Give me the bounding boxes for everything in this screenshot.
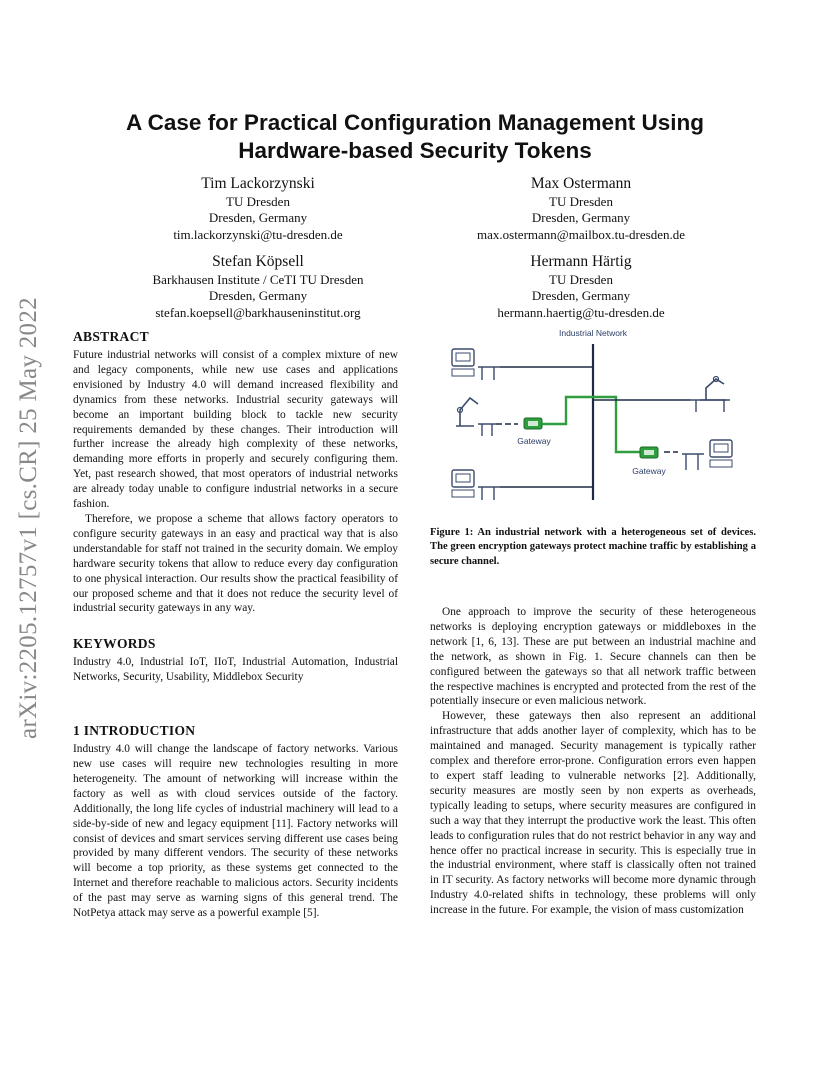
introduction-paragraph-1: Industry 4.0 will change the landscape of factory networks. Various new use cases will require new technologies resulting in more heterogeneity. The amount of networking will increase within the factory as well as with cloud services outside of the factory. Additionally, the long life cycles of industrial machinery will lead to a side-by-side of new and legacy equipment [11]. Factory networks will consist of devices and smart services serving different use cases being provided by many different vendors. The security of these networks will become a top priority, as these systems get connected to the Internet and therefore reachable to malicious actors. Security incidents of the past may serve as warning signs of this general trend. The NotPetya attack may serve as a powerful example [5].: [73, 743, 398, 920]
author-name: Tim Lackorzynski: [201, 175, 315, 192]
author-name: Stefan Köpsell: [212, 253, 304, 270]
author-name: Hermann Härtig: [530, 253, 632, 270]
left-column: [73, 329, 398, 921]
author-email: stefan.koepsell@barkhauseninstitut.org: [155, 304, 361, 320]
title-line-2: Hardware-based Security Tokens: [238, 138, 592, 163]
author-name: Max Ostermann: [530, 175, 632, 192]
gateway-label-left: Gateway: [517, 436, 551, 446]
author-affiliation: Barkhausen Institute / CeTI TU Dresden: [152, 272, 364, 287]
author-email: hermann.haertig@tu-dresden.de: [497, 304, 665, 320]
industrial-network-diagram: [430, 324, 756, 514]
author-block-1: [108, 174, 408, 243]
keywords-text: Industry 4.0, Industrial IoT, IIoT, Industrial Automation, Industrial Networks, Security, Usability, Middlebox Security: [73, 656, 398, 684]
author-affiliation: TU Dresden: [549, 194, 613, 209]
robot-arm-icon-left: [456, 398, 496, 436]
author-affiliation: TU Dresden: [226, 194, 290, 209]
introduction-heading: 1 INTRODUCTION: [73, 723, 196, 739]
right-paragraph-2: However, these gateways then also represent an additional infrastructure that adds another layer of complexity, which has to be maintained and managed. Security management is typically rather complex and therefore error-prone. Configuration errors even happen to expert staff leading to vulnerable networks [2]. Additionally, security measures are mostly seen by non experts as overheads, typically leading to setups, where security measures are configured in such a way that they interrupt the productive work the least. This often leads to configuration rules that do not restrict behavior in any way and hence offer no practical increase in security. This is especially true in the industrial environment, where staff is classically often not trained in IT security. As factory networks will become more dynamic through Industry 4.0-related shifts in technology, these problems will only increase in the future. For example, the vision of mass customization: [430, 710, 756, 917]
gateway-label-right: Gateway: [632, 466, 666, 476]
arxiv-identifier: [4, 278, 54, 758]
author-affiliation: TU Dresden: [549, 272, 613, 287]
secure-channel-path: [542, 397, 640, 452]
abstract-heading: ABSTRACT: [73, 329, 149, 344]
abstract-paragraph-1: Future industrial networks will consist of a complex mixture of new and legacy components, while new use cases and applications envisioned by Industry 4.0 will demand increased flexibility and dynamics from these networks. Industrial security gateways will become an important building block to tackle new security requirements demanded by these changes. Their introduction will further increase the already high complexity of these networks, demanding more efforts in properly and securely configuring them. Yet, past research showed, that most operators of industrial networks are already today unable to configure industrial networks in a secure fashion.: [73, 349, 398, 511]
author-block-3: [98, 252, 418, 321]
author-location: Dresden, Germany: [531, 288, 631, 304]
author-location: Dresden, Germany: [208, 210, 308, 226]
machine-icon-right: [682, 440, 732, 470]
gateway-icon-right: [640, 447, 658, 458]
robot-arm-icon-right: [690, 377, 730, 413]
author-location: Dresden, Germany: [208, 288, 308, 304]
title-line-1: A Case for Practical Configuration Management Using: [125, 110, 704, 135]
right-column: [430, 605, 756, 918]
author-block-2: [431, 174, 731, 243]
arxiv-identifier-text: arXiv:2205.12757v1 [cs.CR] 25 May 2022: [15, 297, 42, 739]
right-paragraph-1: One approach to improve the security of these heterogeneous networks is deploying encryption gateways or middleboxes in the network [1, 6, 13]. These are put between an industrial machine and the network, as shown in Fig. 1. Secure channels can then be configured between the gateways so that all network traffic between the respective machines is encrypted and protected from the rest of the potentially insecure or even malicious network.: [430, 606, 756, 708]
paper-title: [60, 109, 770, 165]
gateway-icon-left: [524, 418, 542, 429]
machine-icon-top-left: [452, 349, 500, 380]
figure-1-caption: Figure 1: An industrial network with a heterogeneous set of devices. The green encryption gateways protect machine traffic by establishing a secure channel.: [430, 527, 756, 567]
network-label: Industrial Network: [558, 328, 628, 338]
machine-icon-bottom-left: [452, 470, 500, 500]
author-block-4: [431, 252, 731, 321]
author-email: max.ostermann@mailbox.tu-dresden.de: [477, 226, 685, 242]
keywords-heading: KEYWORDS: [73, 636, 156, 652]
abstract-paragraph-2: Therefore, we propose a scheme that allows factory operators to configure security gateways in an easy and practical way that is also understandable for staff not trained in the security domain. We employ hardware security tokens that allow to reduce every day configuration to one physical interaction. Our results show the practical feasibility of our proposed scheme and that it does not reduce the security level of industrial security gateways in any way.: [73, 512, 398, 615]
author-location: Dresden, Germany: [531, 210, 631, 226]
figure-1: [430, 324, 756, 514]
author-email: tim.lackorzynski@tu-dresden.de: [173, 226, 343, 242]
